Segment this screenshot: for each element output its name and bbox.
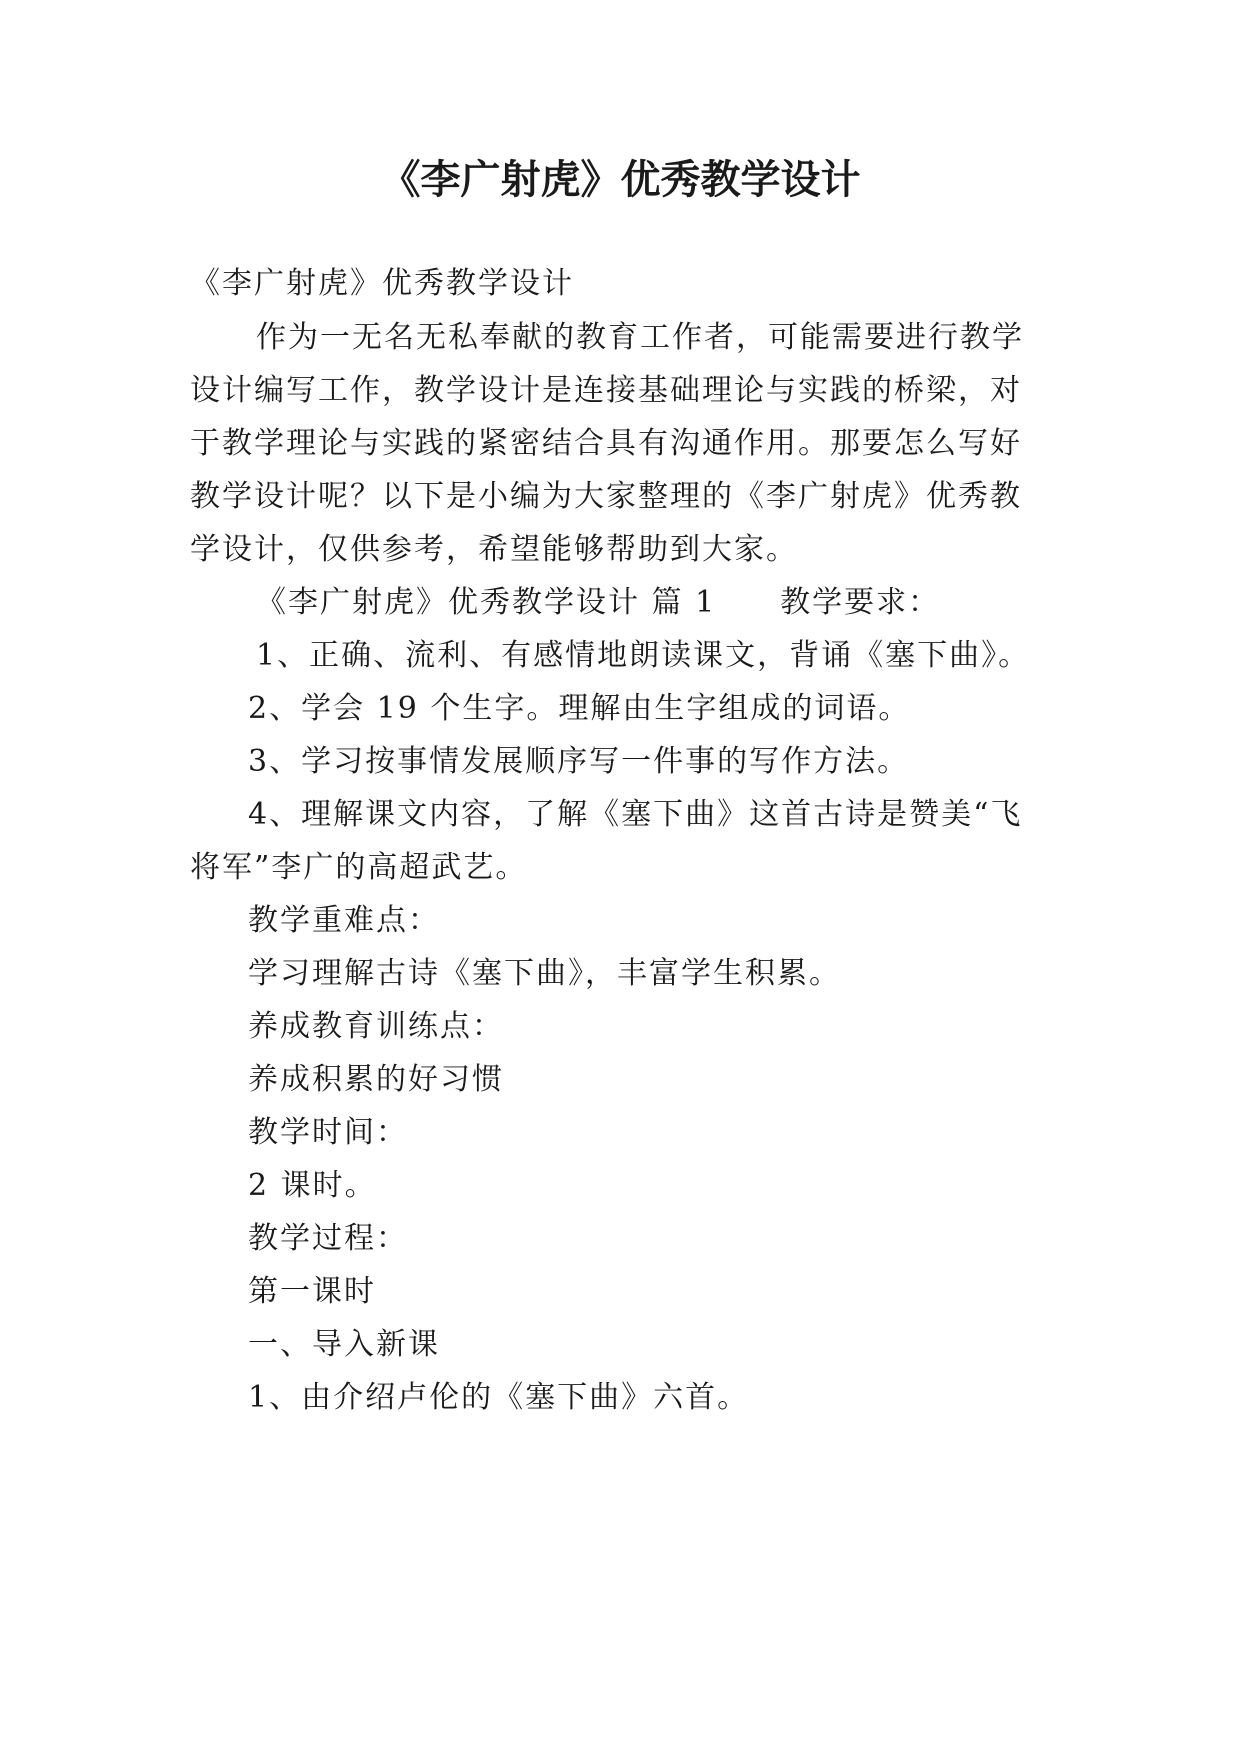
lesson-one-heading: 第一课时	[248, 1274, 376, 1309]
requirement-item-1: 1、正确、流利、有感情地朗读课文，背诵《塞下曲》。	[256, 638, 1031, 673]
requirement-item-4: 4、理解课文内容，了解《塞下曲》这首古诗是赞美“飞	[248, 797, 1023, 832]
subtitle: 《李广射虎》优秀教学设计	[190, 266, 574, 301]
step-one-heading: 一、导入新课	[248, 1327, 440, 1362]
time-label: 教学时间：	[248, 1115, 408, 1150]
requirement-item-2: 2、学会 19 个生字。理解由生字组成的词语。	[248, 691, 911, 726]
intro-line-3: 于教学理论与实践的紧密结合具有沟通作用。那要怎么写好	[190, 426, 1022, 461]
habit-label: 养成教育训练点：	[248, 1009, 504, 1044]
requirement-item-4-cont: 将军”李广的高超武艺。	[190, 850, 528, 885]
requirement-item-3: 3、学习按事情发展顺序写一件事的写作方法。	[248, 744, 910, 779]
section-heading: 《李广射虎》优秀教学设计 篇 1	[256, 585, 717, 620]
habit-text: 养成积累的好习惯	[248, 1062, 504, 1097]
intro-line-2: 设计编写工作，教学设计是连接基础理论与实践的桥梁，对	[190, 373, 1022, 408]
time-text: 2 课时。	[248, 1168, 377, 1203]
intro-line-5: 学设计，仅供参考，希望能够帮助到大家。	[190, 532, 798, 567]
key-points-label: 教学重难点：	[248, 903, 440, 938]
intro-line-4: 教学设计呢？以下是小编为大家整理的《李广射虎》优秀教	[190, 479, 1022, 514]
requirements-label: 教学要求：	[780, 585, 941, 620]
section-heading-line	[256, 581, 940, 625]
intro-line-1: 作为一无名无私奉献的教育工作者，可能需要进行教学	[256, 320, 1024, 355]
key-points: 学习理解古诗《塞下曲》，丰富学生积累。	[248, 956, 841, 991]
step-one-item: 1、由介绍卢伦的《塞下曲》六首。	[248, 1380, 750, 1415]
process-label: 教学过程：	[248, 1221, 408, 1256]
document-title: 《李广射虎》优秀教学设计	[380, 157, 861, 203]
